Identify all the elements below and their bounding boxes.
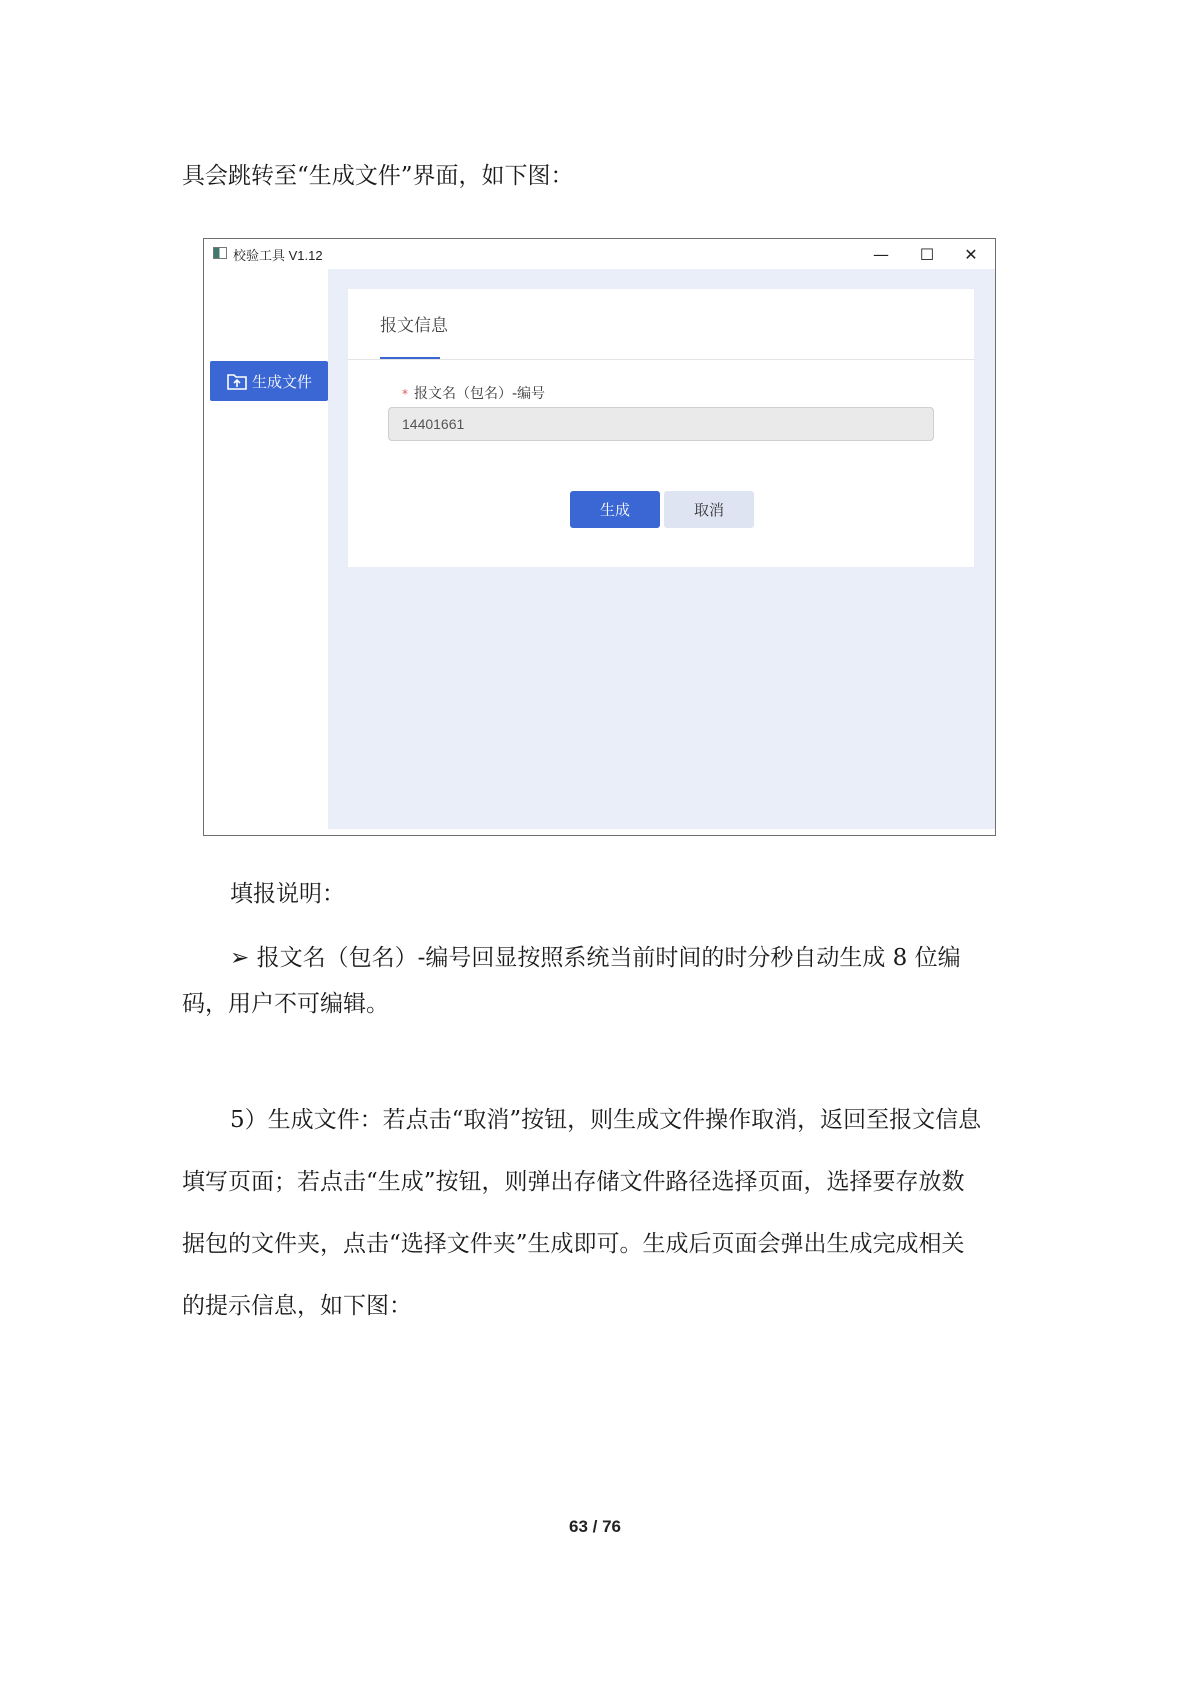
main-content [328,269,995,829]
form-card [348,289,974,567]
minimize-button[interactable]: — [873,244,889,264]
page-number: 63 / 76 [569,1517,621,1536]
field-label-text: 报文名（包名）-编号 [414,386,546,402]
message-name-input: 14401661 [388,407,934,441]
maximize-button[interactable]: ☐ [919,244,935,264]
window-titlebar [204,239,995,269]
tab-divider [348,359,974,360]
step5-line1: 5）生成文件：若点击“取消”按钮，则生成文件操作取消，返回至报文信息 [230,1107,982,1133]
instructions-title: 填报说明： [230,881,345,907]
sidebar [204,269,328,836]
step5-line3: 据包的文件夹，点击“选择文件夹”生成即可。生成后页面会弹出生成完成相关 [182,1231,965,1257]
bullet-item [230,942,961,974]
app-screenshot [203,238,996,836]
sidebar-item-label: 生成文件 [252,372,313,391]
bullet-text-line2: 码，用户不可编辑。 [182,991,389,1017]
cancel-button[interactable]: 取消 [664,491,754,528]
bullet-marker: ➢ [230,945,250,971]
generate-button[interactable]: 生成 [570,491,660,528]
step5-line4: 的提示信息，如下图： [182,1293,412,1319]
app-icon [213,247,227,259]
tab-message-info[interactable]: 报文信息 [380,316,448,336]
field-label [402,383,545,403]
required-asterisk: * [402,387,408,401]
close-button[interactable]: ✕ [964,244,978,264]
step5-line2: 填写页面；若点击“生成”按钮，则弹出存储文件路径选择页面，选择要存放数 [182,1169,965,1195]
window-title: 校验工具 V1.12 [233,248,323,263]
folder-upload-icon [227,372,247,390]
bullet-text-line1: 报文名（包名）-编号回显按照系统当前时间的时分秒自动生成 8 位编 [256,945,961,971]
sidebar-item-generate-file[interactable] [210,361,328,401]
intro-text: 具会跳转至“生成文件”界面，如下图： [182,163,574,189]
